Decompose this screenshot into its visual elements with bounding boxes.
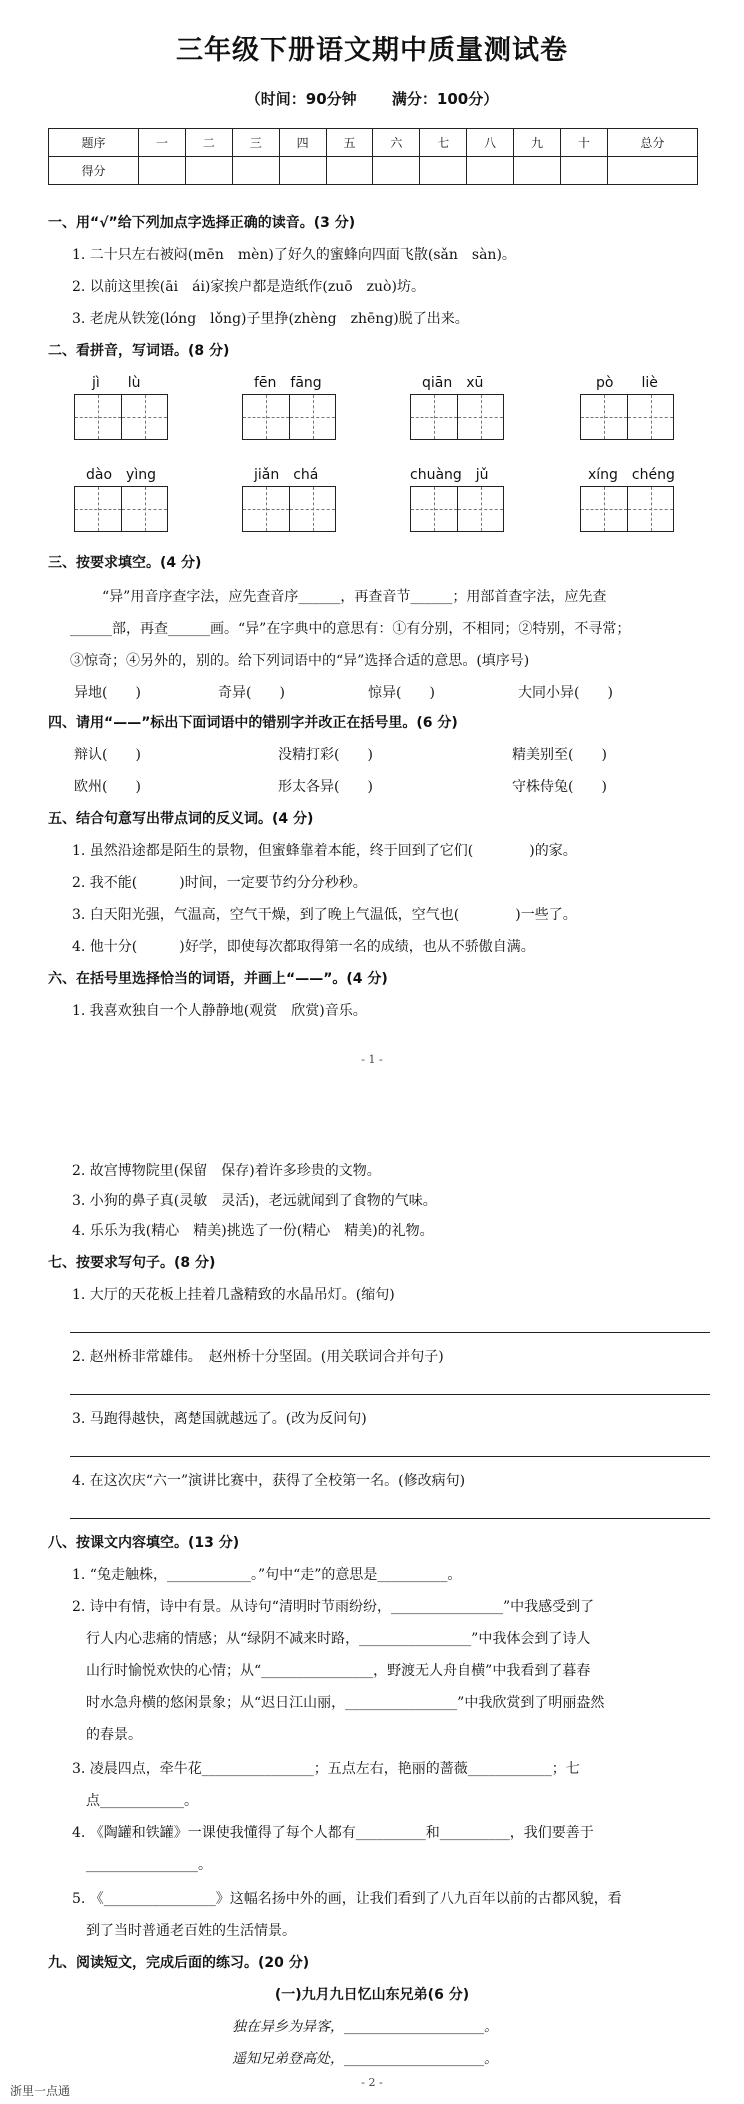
score-header-cell: 四 [279,129,326,157]
score-header-cell: 一 [139,129,186,157]
s5-item: 2. 我不能( )时间，一定要节约分分秒秒。 [72,875,367,891]
s6-item: 1. 我喜欢独自一个人静静地(观赏 欣赏)音乐。 [72,1003,367,1019]
s4-word: 守株侍兔( ) [512,779,607,795]
s4-word: 形太各异( ) [278,779,373,795]
pinyin-label: qiān xū [422,375,484,391]
grid-cell [627,487,673,531]
score-header-cell: 九 [514,129,561,157]
pinyin-label: fēn fāng [254,375,322,391]
grid-cell [121,487,167,531]
grid-cell [121,395,167,439]
writing-grid[interactable] [410,486,504,532]
score-header-cell: 七 [420,129,467,157]
score-row-label: 得分 [49,157,139,185]
grid-cell [581,487,627,531]
section-5-heading: 五、结合句意写出带点词的反义词。(4 分) [48,811,314,827]
pinyin-label: xíng chéng [588,467,675,483]
pinyin-label: jì lù [92,375,141,391]
s8-line: 到了当时普通老百姓的生活情景。 [86,1923,296,1939]
score-table [48,128,698,185]
grid-cell [75,395,121,439]
score-cell[interactable] [514,157,561,185]
grid-cell [289,395,335,439]
s4-word: 精美别至( ) [512,747,607,763]
score-cell[interactable] [420,157,467,185]
page-number: - 1 - [361,1053,383,1066]
full-score: 满分：100分） [391,90,499,108]
answer-line[interactable] [70,1456,710,1457]
pinyin-label: chuàng jǔ [410,467,489,483]
s7-item: 3. 马跑得越快，离楚国就越远了。(改为反问句) [72,1411,367,1427]
s7-item: 1. 大厅的天花板上挂着几盏精致的水晶吊灯。(缩句) [72,1287,395,1303]
grid-cell [457,395,503,439]
writing-grid[interactable] [580,394,674,440]
s7-item: 4. 在这次庆“六一”演讲比赛中，获得了全校第一名。(修改病句) [72,1473,466,1489]
s8-line: 1. “兔走触株，____________。”句中“走”的意思是__________。 [72,1567,462,1583]
s8-line: 4. 《陶罐和铁罐》一课使我懂得了每个人都有__________和__________，我们要善于 [72,1825,594,1841]
reading-subtitle: (一)九月九日忆山东兄弟(6 分) [274,1987,470,2003]
page-title: 三年级下册语文期中质量测试卷 [176,35,568,66]
s6-item: 4. 乐乐为我(精心 精美)挑选了一份(精心 精美)的礼物。 [72,1223,434,1239]
s4-word: 欧州( ) [74,779,141,795]
answer-line[interactable] [70,1332,710,1333]
s3-line: ______部，再查______画。“异”在字典中的意思有：①有分别，不相同；②特别，不寻常； [70,621,631,637]
s5-item: 1. 虽然沿途都是陌生的景物，但蜜蜂靠着本能，终于回到了它们( )的家。 [72,843,577,859]
s8-line: 时水急舟横的悠闲景象；从“迟日江山丽，________________”中我欣赏到了明丽盎然 [86,1695,605,1711]
s4-word: 没精打彩( ) [278,747,373,763]
s1-item: 1. 二十只左右被闷(mēn mèn)了好久的蜜蜂向四面飞散(sǎn sàn)。 [72,247,516,263]
s3-word: 异地( ) [74,685,141,701]
score-header-cell: 二 [185,129,232,157]
writing-grid[interactable] [242,394,336,440]
answer-line[interactable] [70,1518,710,1519]
exam-meta [0,88,744,109]
score-header-cell: 总分 [607,129,697,157]
section-6-heading: 六、在括号里选择恰当的词语，并画上“——”。(4 分) [48,971,388,987]
score-cell[interactable] [373,157,420,185]
writing-grid[interactable] [74,486,168,532]
writing-grid[interactable] [74,394,168,440]
s8-line: 的春景。 [86,1727,142,1743]
score-cell[interactable] [326,157,373,185]
section-3-heading: 三、按要求填空。(4 分) [48,555,202,571]
writing-grid[interactable] [242,486,336,532]
score-header-cell: 五 [326,129,373,157]
score-header-cell: 题序 [49,129,139,157]
s8-line: 点____________。 [86,1793,198,1809]
score-cell[interactable] [607,157,697,185]
s8-line: 3. 凌晨四点，牵牛花________________；五点左右，艳丽的蔷薇____________；七 [72,1761,580,1777]
writing-grid[interactable] [410,394,504,440]
answer-line[interactable] [70,1394,710,1395]
poem-line: 遥知兄弟登高处，____________________。 [232,2051,498,2067]
s1-item: 2. 以前这里挨(āi ái)家挨户都是造纸作(zuō zuò)坊。 [72,279,425,295]
s3-line: “异”用音序查字法，应先查音序______，再查音节______；用部首查字法，应先查 [102,589,607,605]
pinyin-label: jiǎn chá [254,467,319,483]
s3-word: 大同小异( ) [518,685,613,701]
score-cell[interactable] [467,157,514,185]
s3-word: 奇异( ) [218,685,285,701]
score-cell[interactable] [185,157,232,185]
grid-cell [457,487,503,531]
score-header-cell: 三 [232,129,279,157]
section-9-heading: 九、阅读短文，完成后面的练习。(20 分) [48,1955,310,1971]
section-1-heading: 一、用“√”给下列加点字选择正确的读音。(3 分) [48,215,356,231]
s6-item: 2. 故宫博物院里(保留 保存)着许多珍贵的文物。 [72,1163,381,1179]
grid-cell [411,487,457,531]
grid-cell [411,395,457,439]
time-limit: （时间：90分钟 [245,90,357,108]
s3-line: ③惊奇；④另外的，别的。给下列词语中的“异”选择合适的意思。(填序号) [70,653,530,669]
grid-cell [289,487,335,531]
score-header-cell: 十 [560,129,607,157]
pinyin-label: dào yìng [86,467,156,483]
s7-item: 2. 赵州桥非常雄伟。 赵州桥十分坚固。(用关联词合并句子) [72,1349,444,1365]
s8-line: 2. 诗中有情，诗中有景。从诗句“清明时节雨纷纷，________________”中我感受到了 [72,1599,595,1615]
poem-line: 独在异乡为异客，____________________。 [232,2019,498,2035]
s8-line: ________________。 [86,1857,212,1873]
score-cell[interactable] [139,157,186,185]
score-cell[interactable] [560,157,607,185]
grid-cell [627,395,673,439]
section-8-heading: 八、按课文内容填空。(13 分) [48,1535,240,1551]
grid-cell [581,395,627,439]
page-number: - 2 - [361,2076,383,2089]
grid-cell [75,487,121,531]
footer-brand: 浙里一点通 [10,2084,71,2098]
score-cell[interactable] [279,157,326,185]
section-4-heading: 四、请用“——”标出下面词语中的错别字并改正在括号里。(6 分) [48,715,458,731]
s5-item: 4. 他十分( )好学，即使每次都取得第一名的成绩，也从不骄傲自满。 [72,939,535,955]
grid-cell [243,487,289,531]
s8-line: 行人内心悲痛的情感；从“绿阴不减来时路，________________”中我体会到了诗人 [86,1631,591,1647]
s3-word: 惊异( ) [368,685,435,701]
grid-cell [243,395,289,439]
score-header-cell: 八 [467,129,514,157]
s5-item: 3. 白天阳光强，气温高，空气干燥，到了晚上气温低，空气也( )一些了。 [72,907,577,923]
writing-grid[interactable] [580,486,674,532]
pinyin-label: pò liè [596,375,658,391]
score-table-row [49,157,698,185]
section-2-heading: 二、看拼音，写词语。(8 分) [48,343,230,359]
s8-line: 5. 《________________》这幅名扬中外的画，让我们看到了八九百年以前的古都风貌，看 [72,1891,622,1907]
score-cell[interactable] [232,157,279,185]
s8-line: 山行时愉悦欢快的心情；从“________________，野渡无人舟自横”中我看到了暮春 [86,1663,591,1679]
score-header-cell: 六 [373,129,420,157]
s4-word: 辩认( ) [74,747,141,763]
s1-item: 3. 老虎从铁笼(lóng lǒng)子里挣(zhèng zhēng)脱了出来。 [72,311,469,327]
s6-item: 3. 小狗的鼻子真(灵敏 灵活)，老远就闻到了食物的气味。 [72,1193,437,1209]
section-7-heading: 七、按要求写句子。(8 分) [48,1255,216,1271]
score-table-header [49,129,698,157]
